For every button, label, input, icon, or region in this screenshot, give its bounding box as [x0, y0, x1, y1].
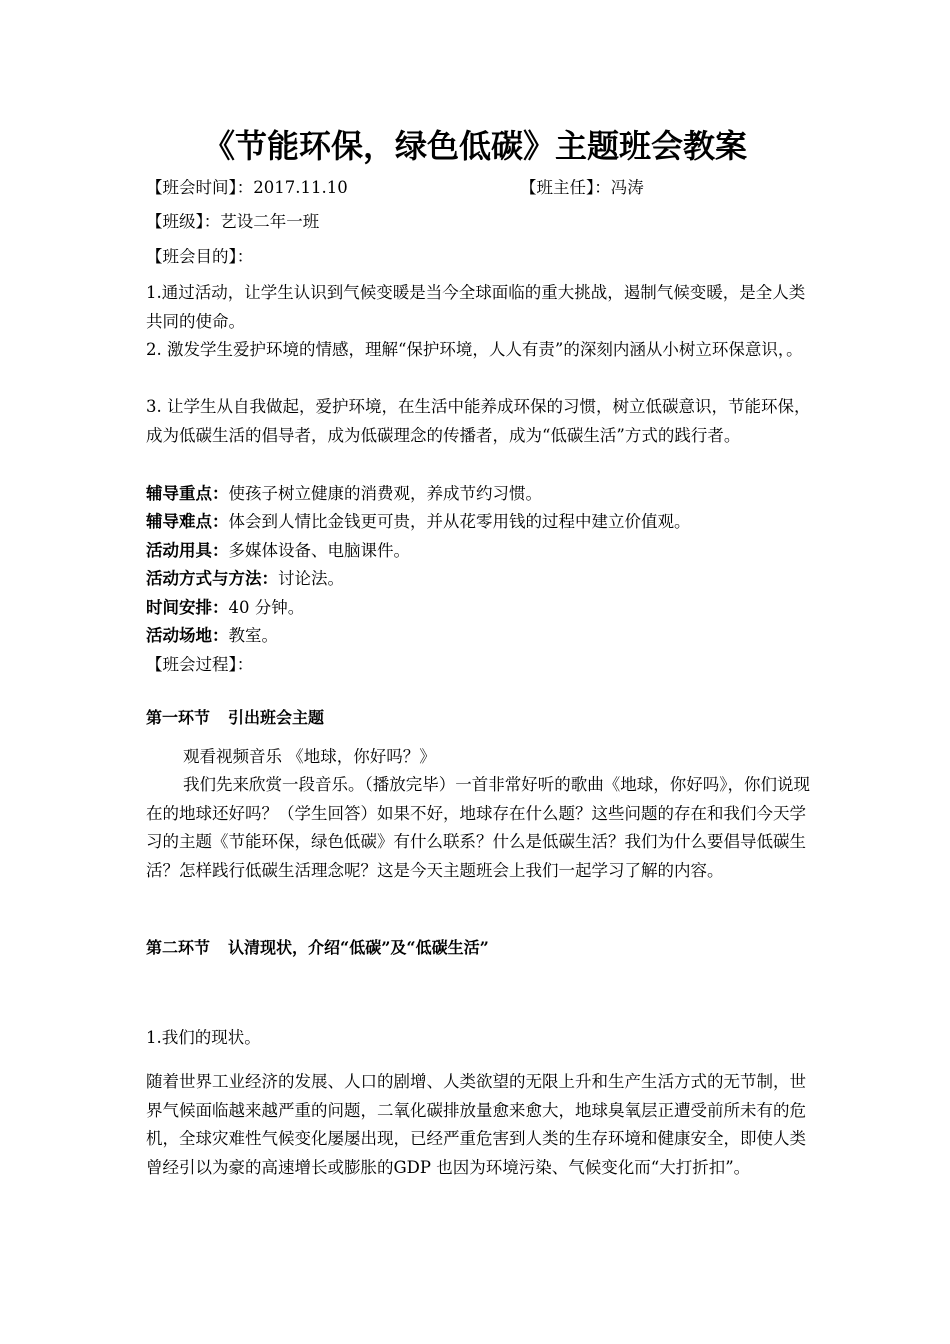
detail-value: 使孩子树立健康的消费观，养成节约习惯。 [228, 484, 542, 503]
meeting-time-row [146, 174, 826, 202]
detail-row-method [146, 565, 826, 593]
detail-value: 体会到人情比金钱更可贵，并从花零用钱的过程中建立价值观。 [228, 512, 691, 531]
detail-row-duration [146, 594, 826, 622]
detail-row-tools [146, 537, 826, 565]
class-label: 【班级】： [146, 212, 221, 231]
detail-value: 讨论法。 [278, 569, 344, 588]
meeting-time-value: 2017.11.10 [253, 178, 348, 197]
section-2-subheading: 1.我们的现状。 [146, 1028, 261, 1047]
section-number: 第二环节 [146, 938, 211, 957]
section-number: 第一环节 [146, 708, 211, 727]
detail-row-focus [146, 480, 826, 508]
section-1-heading [146, 704, 826, 732]
detail-row-difficulty [146, 508, 826, 536]
teacher-row [520, 174, 644, 202]
purpose-label: 【班会目的】： [146, 247, 254, 266]
detail-label: 活动方式与方法： [146, 569, 278, 588]
section-title: 认清现状，介绍“低碳”及“低碳生活” [228, 938, 489, 957]
section-2-heading [146, 934, 826, 962]
section-title: 引出班会主题 [228, 708, 325, 727]
detail-row-venue [146, 622, 826, 650]
teacher-label: 【班主任】： [520, 178, 611, 197]
class-value: 艺设二年一班 [220, 212, 320, 231]
process-label: 【班会过程】： [146, 655, 254, 674]
purpose-item-1: 1.通过活动，让学生认识到气候变暖是当今全球面临的重大挑战，遏制气候变暖，是全人类共同的使命。 [146, 283, 806, 331]
detail-label: 时间安排： [146, 598, 229, 617]
purpose-item-3: 3. 让学生从自我做起，爱护环境，在生活中能养成环保的习惯，树立低碳意识，节能环保，成为低碳生活的倡导者，成为低碳理念的传播者，成为“低碳生活”方式的践行者。 [146, 397, 811, 445]
section-2-paragraph: 随着世界工业经济的发展、人口的剧增、人类欲望的无限上升和生产生活方式的无节制，世界气候面临越来越严重的问题，二氧化碳排放量愈来愈大，地球臭氧层正遭受前所未有的危机，全球灾难性气候变化屡屡出现，已经严重危害到人类的生存环境和健康安全，即使人类曾经引以为豪的高速增长或膨胀的GDP 也因为环境污染、气候变化而“大打折扣”。 [146, 1072, 806, 1177]
teacher-value: 冯涛 [610, 178, 644, 197]
detail-label: 辅导难点： [146, 512, 229, 531]
purpose-item-2: 2. 激发学生爱护环境的情感，理解“保护环境，人人有责”的深刻内涵从小树立环保意识，。 [146, 340, 803, 359]
detail-value: 教室。 [228, 626, 278, 645]
document-title: 《节能环保，绿色低碳》主题班会教案 [202, 127, 747, 165]
detail-label: 活动场地： [146, 626, 229, 645]
class-row [146, 208, 826, 236]
detail-label: 活动用具： [146, 541, 229, 560]
meeting-time-label: 【班会时间】： [146, 178, 254, 197]
section-1-video-line: 观看视频音乐 《地球，你好吗？》 [183, 747, 436, 766]
detail-value: 40 分钟。 [228, 598, 305, 617]
detail-label: 辅导重点： [146, 484, 229, 503]
section-1-paragraph: 我们先来欣赏一段音乐。（播放完毕）一首非常好听的歌曲《地球，你好吗》，你们说现在的地球还好吗？（学生回答）如果不好，地球存在什么题？这些问题的存在和我们今天学习的主题《节能环保，绿色低碳》有什么联系？什么是低碳生活？我们为什么要倡导低碳生活？怎样践行低碳生活理念呢？这是今天主题班会上我们一起学习了解的内容。 [146, 775, 810, 880]
detail-value: 多媒体设备、电脑课件。 [228, 541, 410, 560]
